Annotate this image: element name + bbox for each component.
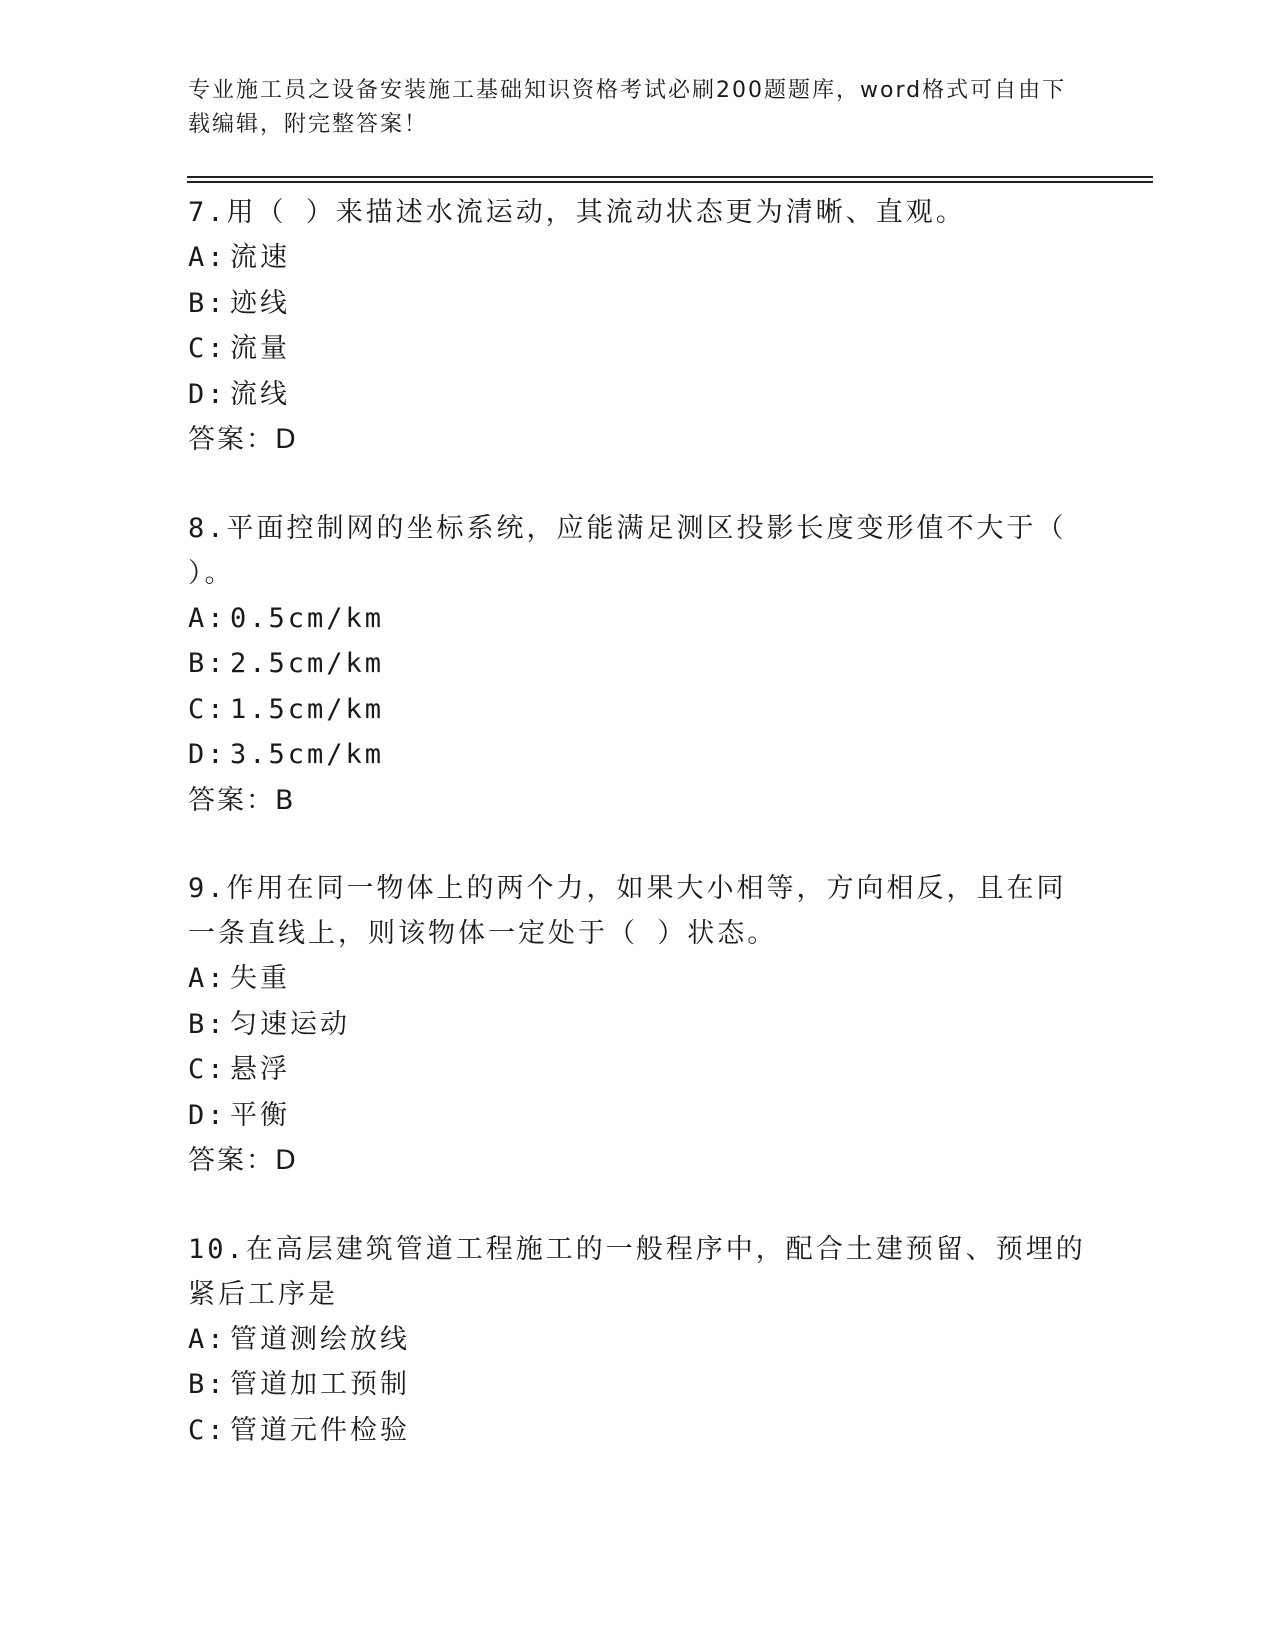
option-label: C: [188,693,227,725]
option-text: 3.5cm/km [230,739,385,770]
option-a [188,956,1088,1002]
question-text: 8.平面控制网的坐标系统，应能满足测区投影长度变形值不大于（ ）。 [188,512,1067,589]
option-label: A: [188,242,227,273]
option-label: C: [188,1054,227,1085]
answer: 答案：D [188,424,298,455]
option-label: A: [188,1323,227,1355]
question-7 [188,190,1088,463]
question-list [188,190,1088,1496]
question-8 [188,506,1088,824]
option-label: A: [188,602,227,634]
option-text: 1.5cm/km [230,693,385,725]
option-label: D: [188,739,227,770]
option-label: D: [188,1099,227,1131]
question-text: 9.作用在同一物体上的两个力，如果大小相等，方向相反，且在同一条直线上，则该物体一定处于（ ）状态。 [188,873,1067,949]
header-rule-top [187,176,1153,178]
option-c [188,1047,1088,1093]
answer: 答案：B [188,784,296,816]
option-c [188,1408,1088,1454]
header-rule-bottom [187,181,1153,183]
question-9 [188,866,1088,1184]
option-text: 流线 [230,378,290,410]
option-text: 迹线 [230,287,290,319]
option-a [188,1317,1088,1363]
option-text: 流量 [230,333,290,364]
option-label: B: [188,287,227,319]
option-text: 平衡 [230,1099,290,1131]
question-text: 7.用（ ）来描述水流运动，其流动状态更为清晰、直观。 [188,197,966,228]
option-d [188,1093,1088,1139]
question-10 [188,1227,1088,1454]
option-text: 失重 [230,963,290,994]
option-text: 匀速运动 [230,1008,350,1040]
option-a [188,235,1088,281]
option-text: 2.5cm/km [230,648,385,679]
option-text: 管道元件检验 [230,1414,410,1446]
option-b [188,1362,1088,1408]
option-c [188,687,1088,733]
option-text: 0.5cm/km [230,602,385,634]
option-label: A: [188,963,227,994]
option-c [188,326,1088,372]
option-text: 悬浮 [230,1054,290,1085]
option-b [188,1002,1088,1048]
option-d [188,372,1088,418]
option-label: D: [188,378,227,410]
option-label: C: [188,1414,227,1446]
option-b [188,281,1088,327]
option-label: C: [188,333,227,364]
answer: 答案：D [188,1145,298,1176]
option-b [188,641,1088,687]
option-d [188,732,1088,778]
option-label: B: [188,1008,227,1040]
option-label: B: [188,1369,227,1400]
option-label: B: [188,648,227,679]
option-text: 流速 [230,242,290,273]
question-text: 10.在高层建筑管道工程施工的一般程序中，配合土建预留、预埋的紧后工序是 [188,1233,1086,1310]
option-a [188,596,1088,642]
option-text: 管道加工预制 [230,1369,410,1400]
document-header: 专业施工员之设备安装施工基础知识资格考试必刷200题题库，word格式可自由下载编辑，附完整答案！ [188,78,1067,137]
option-text: 管道测绘放线 [230,1323,410,1355]
